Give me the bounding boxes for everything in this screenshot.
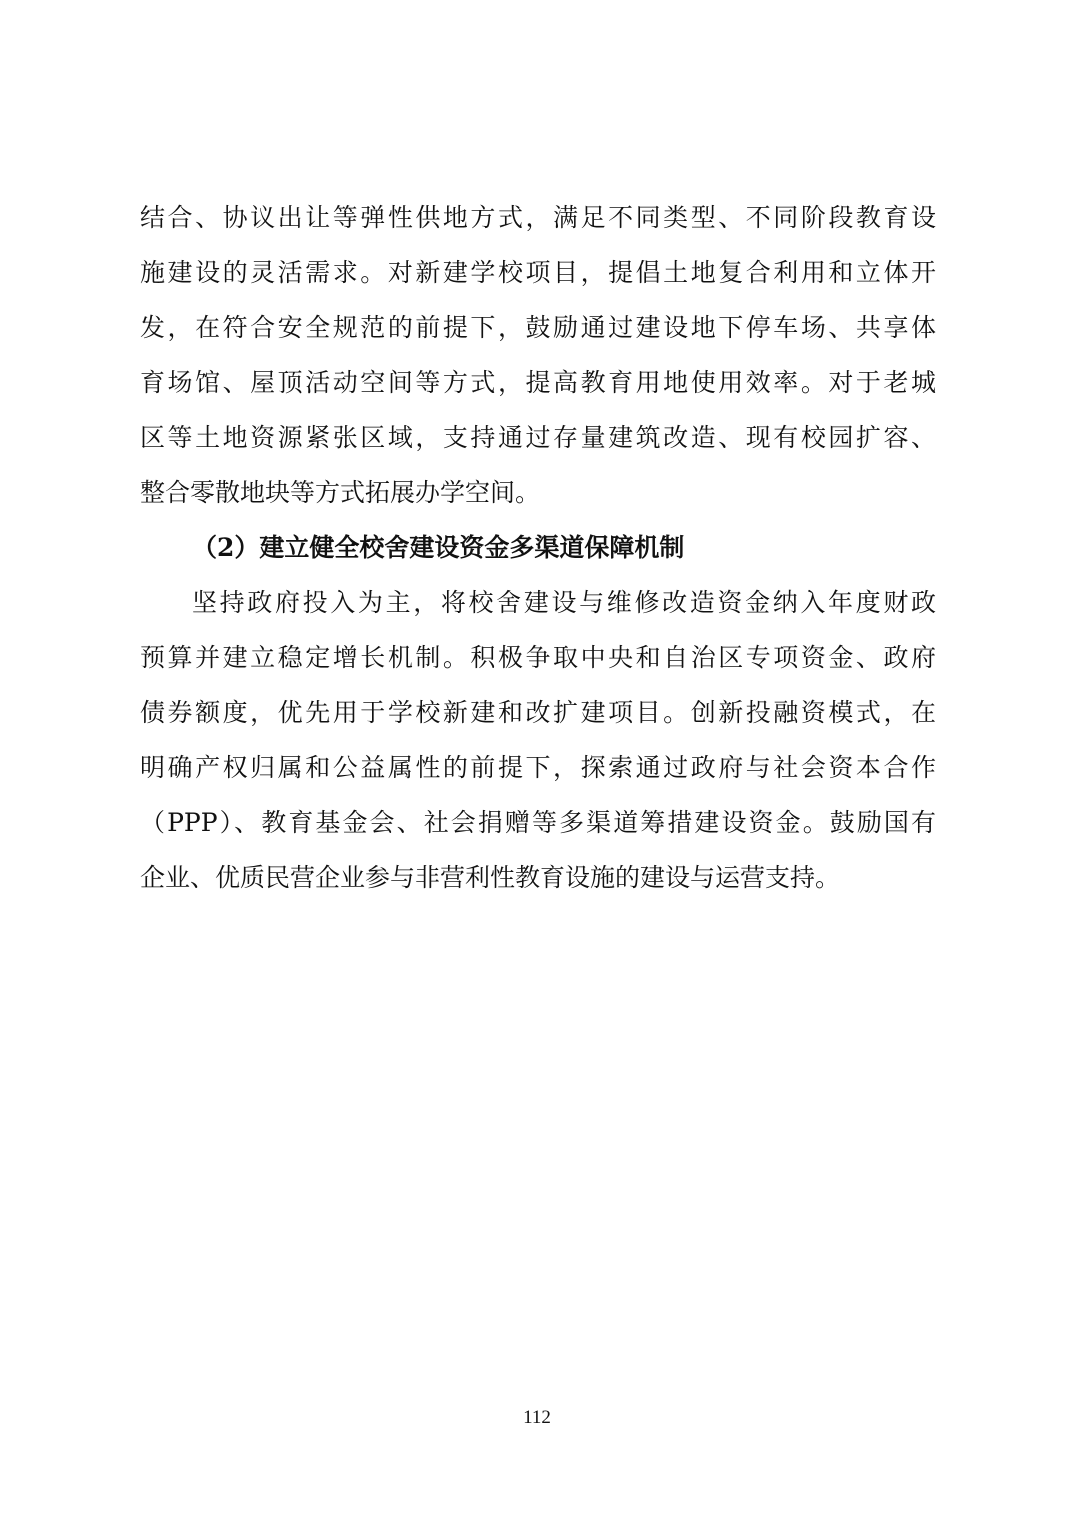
paragraph-line: 区等土地资源紧张区域，支持通过存量建筑改造、现有校园扩容、 (140, 423, 936, 452)
paragraph-line: 明确产权归属和公益属性的前提下，探索通过政府与社会资本合作 (140, 753, 936, 782)
paragraph-line: 育场馆、屋顶活动空间等方式，提高教育用地使用效率。对于老城 (140, 368, 936, 397)
paragraph-line: 发，在符合安全规范的前提下，鼓励通过建设地下停车场、共享体 (140, 313, 936, 342)
paragraph-land-supply (140, 190, 936, 520)
paragraph-line: 企业、优质民营企业参与非营利性教育设施的建设与运营支持。 (140, 863, 841, 892)
paragraph-line: 整合零散地块等方式拓展办学空间。 (140, 478, 541, 507)
paragraph-funding (140, 575, 936, 905)
section-heading: （2）建立健全校舍建设资金多渠道保障机制 (192, 533, 685, 562)
page-number: 112 (523, 1407, 551, 1428)
page-content (140, 190, 936, 905)
paragraph-line: 施建设的灵活需求。对新建学校项目，提倡土地复合利用和立体开 (140, 258, 936, 287)
paragraph-line: （PPP）、教育基金会、社会捐赠等多渠道筹措建设资金。鼓励国有 (140, 808, 936, 837)
paragraph-line: 预算并建立稳定增长机制。积极争取中央和自治区专项资金、政府 (140, 643, 936, 672)
paragraph-line: 坚持政府投入为主，将校舍建设与维修改造资金纳入年度财政 (192, 588, 936, 617)
paragraph-line: 债券额度，优先用于学校新建和改扩建项目。创新投融资模式，在 (140, 698, 936, 727)
paragraph-line: 结合、协议出让等弹性供地方式，满足不同类型、不同阶段教育设 (140, 203, 936, 232)
